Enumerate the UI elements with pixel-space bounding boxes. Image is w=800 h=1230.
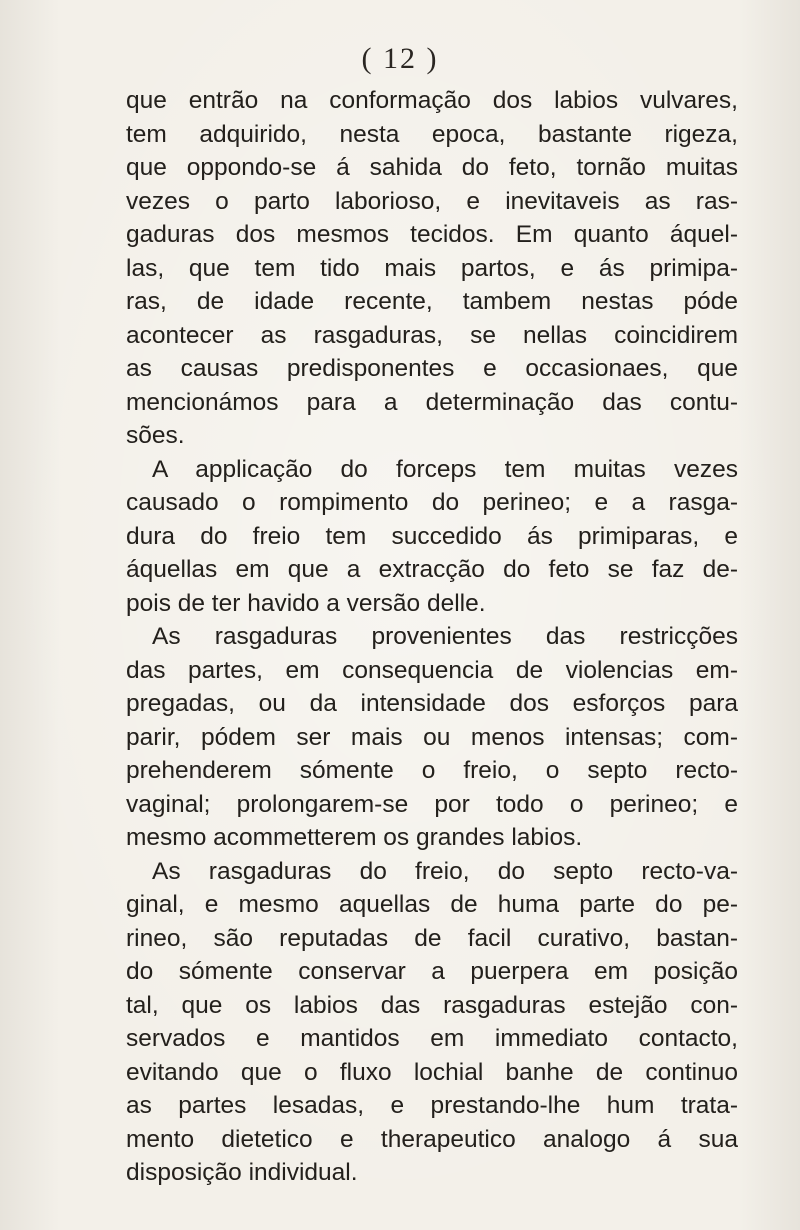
text-line: gaduras dos mesmos tecidos. Em quanto áquel- — [126, 221, 738, 248]
text-line: As rasgaduras provenientes das restricções — [152, 623, 738, 650]
text-line: das partes, em consequencia de violencias em- — [126, 656, 738, 684]
text-line: evitando que o fluxo lochial banhe de continuo — [126, 1058, 738, 1086]
paragraph — [126, 620, 738, 855]
text-line: tal, que os labios das rasgaduras estejão con- — [126, 991, 738, 1019]
text-line: A applicação do forceps tem muitas vezes — [152, 455, 738, 483]
text-line: que entrão na conformação dos labios vulvares, — [126, 87, 738, 114]
text-line: do sómente conservar a puerpera em posição — [126, 958, 738, 985]
text-line: causado o rompimento do perineo; e a rasga- — [126, 489, 738, 516]
text-line: As rasgaduras do freio, do septo recto-va- — [152, 857, 738, 885]
text-line: tem adquirido, nesta epoca, bastante rigeza, — [126, 120, 738, 148]
text-line: servados e mantidos em immediato contacto, — [126, 1025, 738, 1052]
text-line: ginal, e mesmo aquellas de huma parte do pe- — [126, 891, 738, 918]
text-line: sões. — [126, 422, 185, 449]
text-line: disposição individual. — [126, 1159, 358, 1186]
text-line: mencionámos para a determinação das contu- — [126, 388, 738, 416]
text-line: ras, de idade recente, tambem nestas póde — [126, 288, 738, 315]
page-number: ( 12 ) — [361, 42, 439, 75]
text-line: acontecer as rasgaduras, se nellas coincidirem — [126, 321, 738, 349]
paragraph — [126, 855, 738, 1190]
text-line: prehenderem sómente o freio, o septo recto- — [126, 757, 738, 784]
text-line: as partes lesadas, e prestando-lhe hum trata- — [126, 1092, 738, 1119]
text-line: mento dietetico e therapeutico analogo á sua — [126, 1125, 738, 1153]
text-line: dura do freio tem succedido ás primiparas, e — [126, 522, 738, 550]
text-line: parir, pódem ser mais ou menos intensas; com- — [126, 723, 738, 751]
text-line: pregadas, ou da intensidade dos esforços para — [126, 690, 738, 717]
paragraph — [126, 84, 738, 453]
text-line: vaginal; prolongarem-se por todo o perineo; e — [126, 790, 738, 818]
paragraph — [126, 453, 738, 621]
text-line: mesmo acommetterem os grandes labios. — [126, 824, 583, 851]
text-line: las, que tem tido mais partos, e ás primipa- — [126, 254, 738, 282]
text-line: as causas predisponentes e occasionaes, que — [126, 355, 738, 382]
text-line: que oppondo-se á sahida do feto, tornão muitas — [126, 154, 738, 181]
text-line: áquellas em que a extracção do feto se faz de- — [126, 556, 738, 583]
text-line: rineo, são reputadas de facil curativo, bastan- — [126, 924, 738, 952]
body-text — [126, 84, 738, 1190]
text-line: vezes o parto laborioso, e inevitaveis as ras- — [126, 187, 738, 215]
text-line: pois de ter havido a versão delle. — [126, 589, 486, 617]
